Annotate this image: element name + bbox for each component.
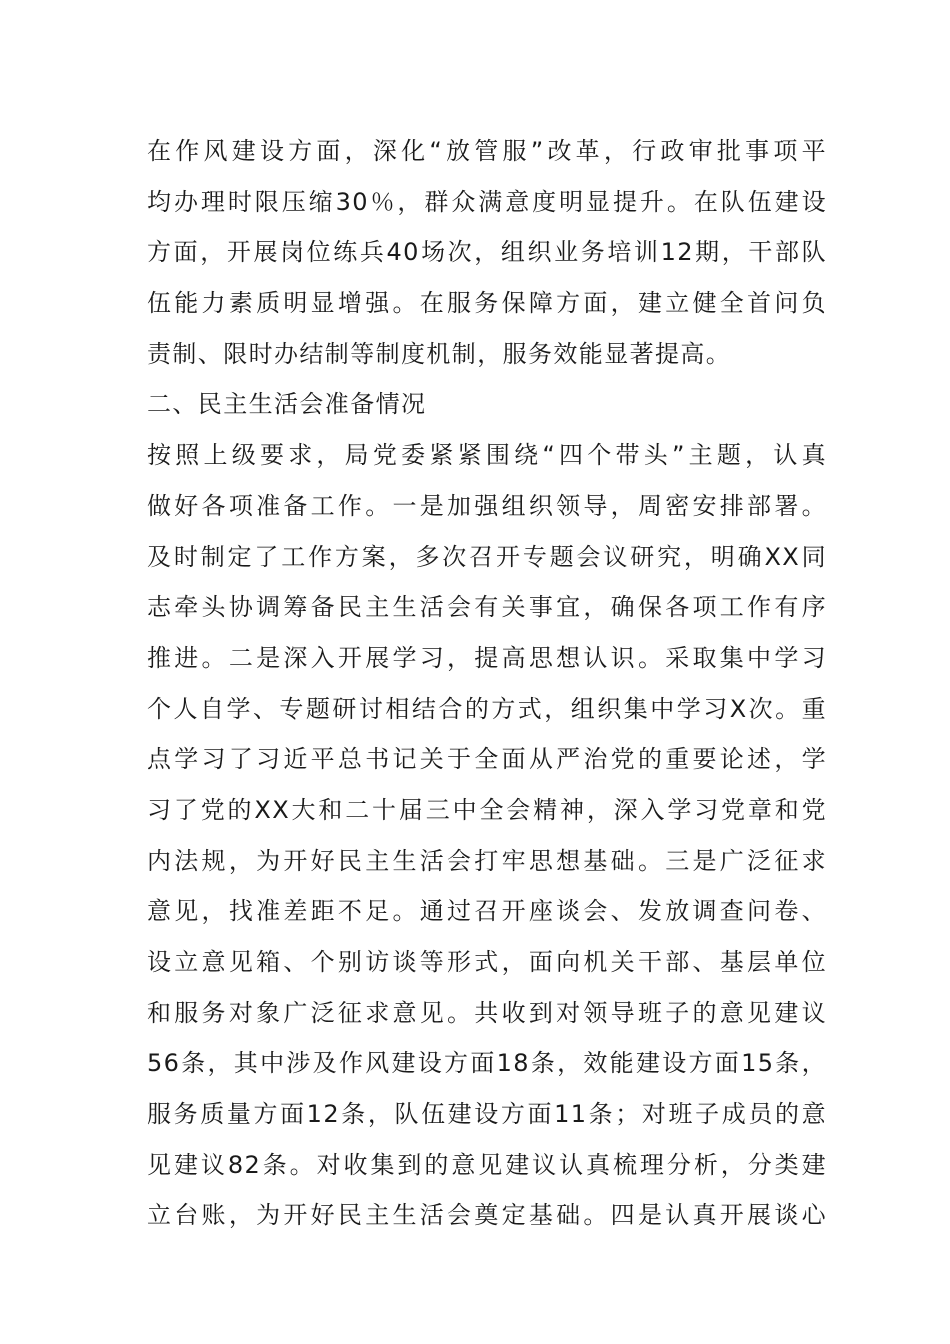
text-line: 在作风建设方面，深化“放管服”改革，行政审批事项平 [147,137,827,165]
text-line: 推进。二是深入开展学习，提高思想认识。采取集中学习 [147,643,827,672]
text-line: 56条，其中涉及作风建设方面18条，效能建设方面15条， [147,1049,827,1078]
text-line: 服务质量方面12条，队伍建设方面11条；对班子成员的意 [147,1100,827,1129]
text-line: 内法规，为开好民主生活会打牢思想基础。三是广泛征求 [147,846,827,875]
text-line: 均办理时限压缩30％，群众满意度明显提升。在队伍建设 [147,187,827,216]
text-line: 志牵头协调筹备民主生活会有关事宜，确保各项工作有序 [147,593,827,622]
text-line: 立台账，为开好民主生活会奠定基础。四是认真开展谈心 [147,1201,827,1230]
text-line: 见建议82条。对收集到的意见建议认真梳理分析，分类建 [147,1150,827,1179]
text-line: 伍能力素质明显增强。在服务保障方面，建立健全首问负 [147,289,827,318]
text-line: 做好各项准备工作。一是加强组织领导，周密安排部署。 [147,491,827,520]
text-line: 习了党的XX大和二十届三中全会精神，深入学习党章和党 [147,795,827,824]
text-line: 点学习了习近平总书记关于全面从严治党的重要论述，学 [147,745,827,774]
section-heading: 二、民主生活会准备情况 [147,390,427,419]
text-line: 及时制定了工作方案，多次召开专题会议研究，明确XX同 [147,542,827,571]
text-line: 意见，找准差距不足。通过召开座谈会、发放调查问卷、 [147,897,827,926]
text-line: 责制、限时办结制等制度机制，服务效能显著提高。 [147,339,732,368]
text-line: 个人自学、专题研讨相结合的方式，组织集中学习X次。重 [147,694,827,723]
text-line: 方面，开展岗位练兵40场次，组织业务培训12期，干部队 [147,238,827,267]
text-line: 按照上级要求，局党委紧紧围绕“四个带头”主题，认真 [147,441,827,470]
text-line: 设立意见箱、个别访谈等形式，面向机关干部、基层单位 [147,948,827,976]
text-line: 和服务对象广泛征求意见。共收到对领导班子的意见建议 [147,998,827,1027]
document-body [147,126,827,1241]
